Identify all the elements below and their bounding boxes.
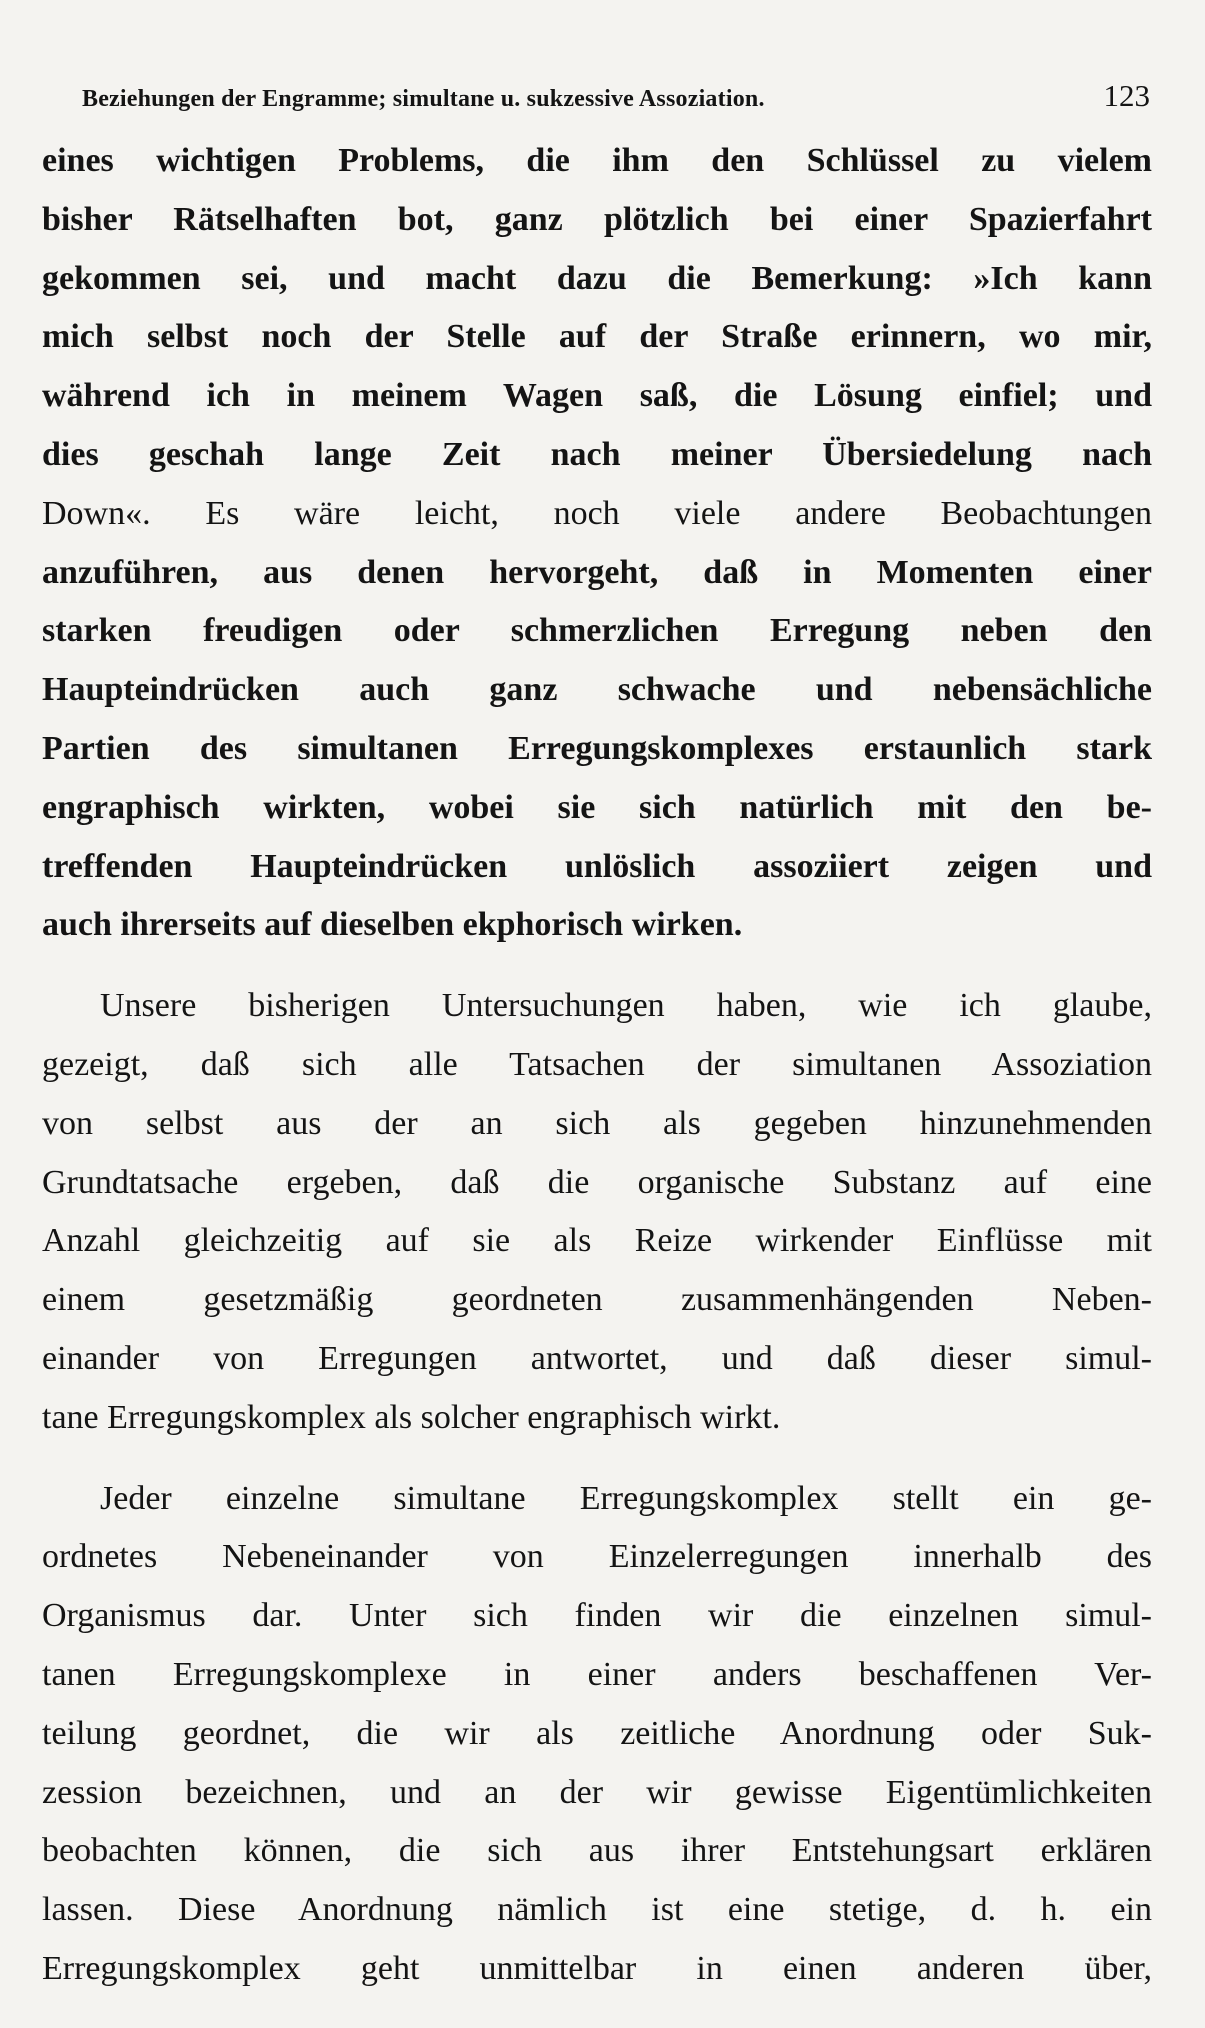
text-line: anzuführen, aus denen hervorgeht, daß in Momenten einer <box>42 553 1152 591</box>
text-line: Grundtatsache ergeben, daß die organische Substanz auf eine <box>42 1163 1152 1201</box>
text-line: Down«. Es wäre leicht, noch viele andere Beobachtungen <box>42 494 1152 532</box>
text-line: Unsere bisherigen Untersuchungen haben, wie ich glaube, <box>100 987 1152 1025</box>
text-line: während ich in meinem Wagen saß, die Lösung einfiel; und <box>42 377 1152 415</box>
text-line: starken freudigen oder schmerzlichen Erregung neben den <box>42 612 1152 650</box>
text-line: Haupteindrücken auch ganz schwache und nebensächliche <box>42 671 1152 709</box>
text-line: Partien des simultanen Erregungskomplexes erstaunlich stark <box>42 729 1152 767</box>
text-line: engraphisch wirkten, wobei sie sich natürlich mit den be- <box>42 788 1152 826</box>
text-line: mich selbst noch der Stelle auf der Straße erinnern, wo mir, <box>42 318 1152 356</box>
body-text <box>42 132 1152 1999</box>
text-line: gekommen sei, und macht dazu die Bemerkung: »Ich kann <box>42 259 1152 297</box>
text-line: Organismus dar. Unter sich finden wir die einzelnen simul- <box>42 1597 1152 1635</box>
text-line: einem gesetzmäßig geordneten zusammenhängenden Neben- <box>42 1281 1152 1319</box>
book-page <box>42 78 1152 2008</box>
paragraph-1 <box>42 132 1152 955</box>
text-line: gezeigt, daß sich alle Tatsachen der simultanen Assoziation <box>42 1045 1152 1083</box>
text-line: von selbst aus der an sich als gegeben hinzunehmenden <box>42 1104 1152 1142</box>
text-line: Erregungskomplex geht unmittelbar in einen anderen über, <box>42 1949 1152 1987</box>
text-line: beobachten können, die sich aus ihrer Entstehungsart erklären <box>42 1832 1152 1870</box>
text-line: eines wichtigen Problems, die ihm den Schlüssel zu vielem <box>42 142 1152 179</box>
text-line: tanen Erregungskomplexe in einer anders beschaffenen Ver- <box>42 1655 1152 1693</box>
running-title: Beziehungen der Engramme; simultane u. sukzessive Assoziation. <box>82 86 765 112</box>
text-line: dies geschah lange Zeit nach meiner Übersiedelung nach <box>42 435 1152 473</box>
text-line: lassen. Diese Anordnung nämlich ist eine stetige, d. h. ein <box>42 1891 1152 1929</box>
running-head <box>82 78 1152 118</box>
text-line: auch ihrerseits auf dieselben ekphorisch wirken. <box>42 906 743 944</box>
text-line: ordnetes Nebeneinander von Einzelerregungen innerhalb des <box>42 1538 1152 1576</box>
text-line: bisher Rätselhaften bot, ganz plötzlich bei einer Spazierfahrt <box>42 200 1152 238</box>
page-number: 123 <box>1103 78 1150 113</box>
text-line: zession bezeichnen, und an der wir gewisse Eigentümlichkeiten <box>42 1773 1152 1811</box>
paragraph-3 <box>42 1470 1152 1999</box>
text-line: teilung geordnet, die wir als zeitliche Anordnung oder Suk- <box>42 1714 1152 1752</box>
text-line: treffenden Haupteindrücken unlöslich assoziiert zeigen und <box>42 847 1152 885</box>
text-line: tane Erregungskomplex als solcher engraphisch wirkt. <box>42 1398 781 1436</box>
paragraph-2 <box>42 977 1152 1447</box>
text-line: einander von Erregungen antwortet, und daß dieser simul- <box>42 1339 1152 1377</box>
text-line: Jeder einzelne simultane Erregungskomplex stellt ein ge- <box>100 1479 1152 1517</box>
text-line: Anzahl gleichzeitig auf sie als Reize wirkender Einflüsse mit <box>42 1222 1152 1260</box>
